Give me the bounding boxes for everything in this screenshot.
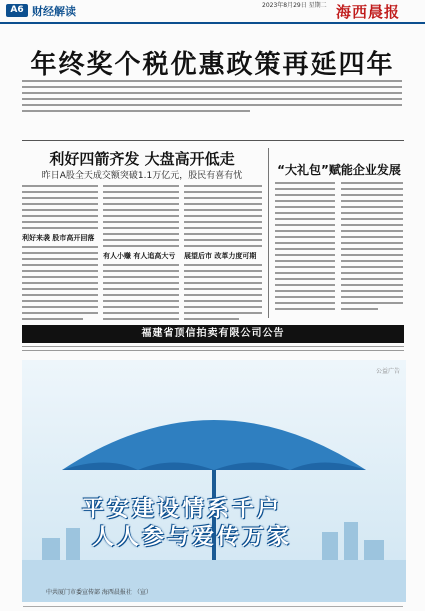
poster-corner-label: 公益广告	[375, 368, 400, 375]
poster-credit: 中共厦门市委宣传部 海西晨报社 （宣）	[46, 589, 152, 596]
left-story-column-3	[184, 185, 262, 324]
poster-slogan-line-1: 平安建设情系千户	[82, 497, 283, 522]
left-story-title: 利好四箭齐发 大盘高开低走	[49, 150, 235, 168]
header-rule	[0, 22, 425, 24]
left-story-subtitle: 昨日A股全天成交额突破1.1万亿元，股民有喜有忧	[41, 171, 243, 181]
lead-text-block	[22, 80, 402, 107]
right-story-column-1	[275, 182, 335, 314]
page-header	[0, 0, 425, 22]
page-number: A6	[6, 4, 28, 17]
auction-notice-text	[22, 346, 404, 354]
main-headline: 年终奖个税优惠政策再延四年	[30, 50, 395, 80]
auction-notice-banner: 福建省顶信拍卖有限公司公告	[22, 325, 404, 343]
dateline: 2023年8月29日 星期二	[262, 2, 327, 9]
masthead-brand: 海西晨报	[336, 3, 401, 21]
poster-illustration	[22, 360, 406, 602]
section-divider	[22, 140, 404, 141]
column-divider	[268, 148, 269, 318]
right-story-column-2	[341, 182, 403, 314]
left-story-subhead-1: 利好来袭 股市高开回落	[22, 234, 95, 242]
left-story-subhead-3: 展望后市 改革力度可期	[184, 252, 257, 260]
left-story-subhead-2: 有人小赚 有人追高大亏	[103, 252, 176, 260]
page-footer	[0, 603, 425, 611]
left-story-column-1	[22, 185, 98, 324]
poster-slogan-line-2: 人人参与爱传万家	[92, 525, 293, 550]
public-service-poster	[22, 360, 406, 602]
right-story-title: “大礼包”赋能企业发展	[277, 163, 401, 177]
left-story-column-2	[103, 185, 179, 324]
section-label: 财经解读	[32, 5, 76, 18]
